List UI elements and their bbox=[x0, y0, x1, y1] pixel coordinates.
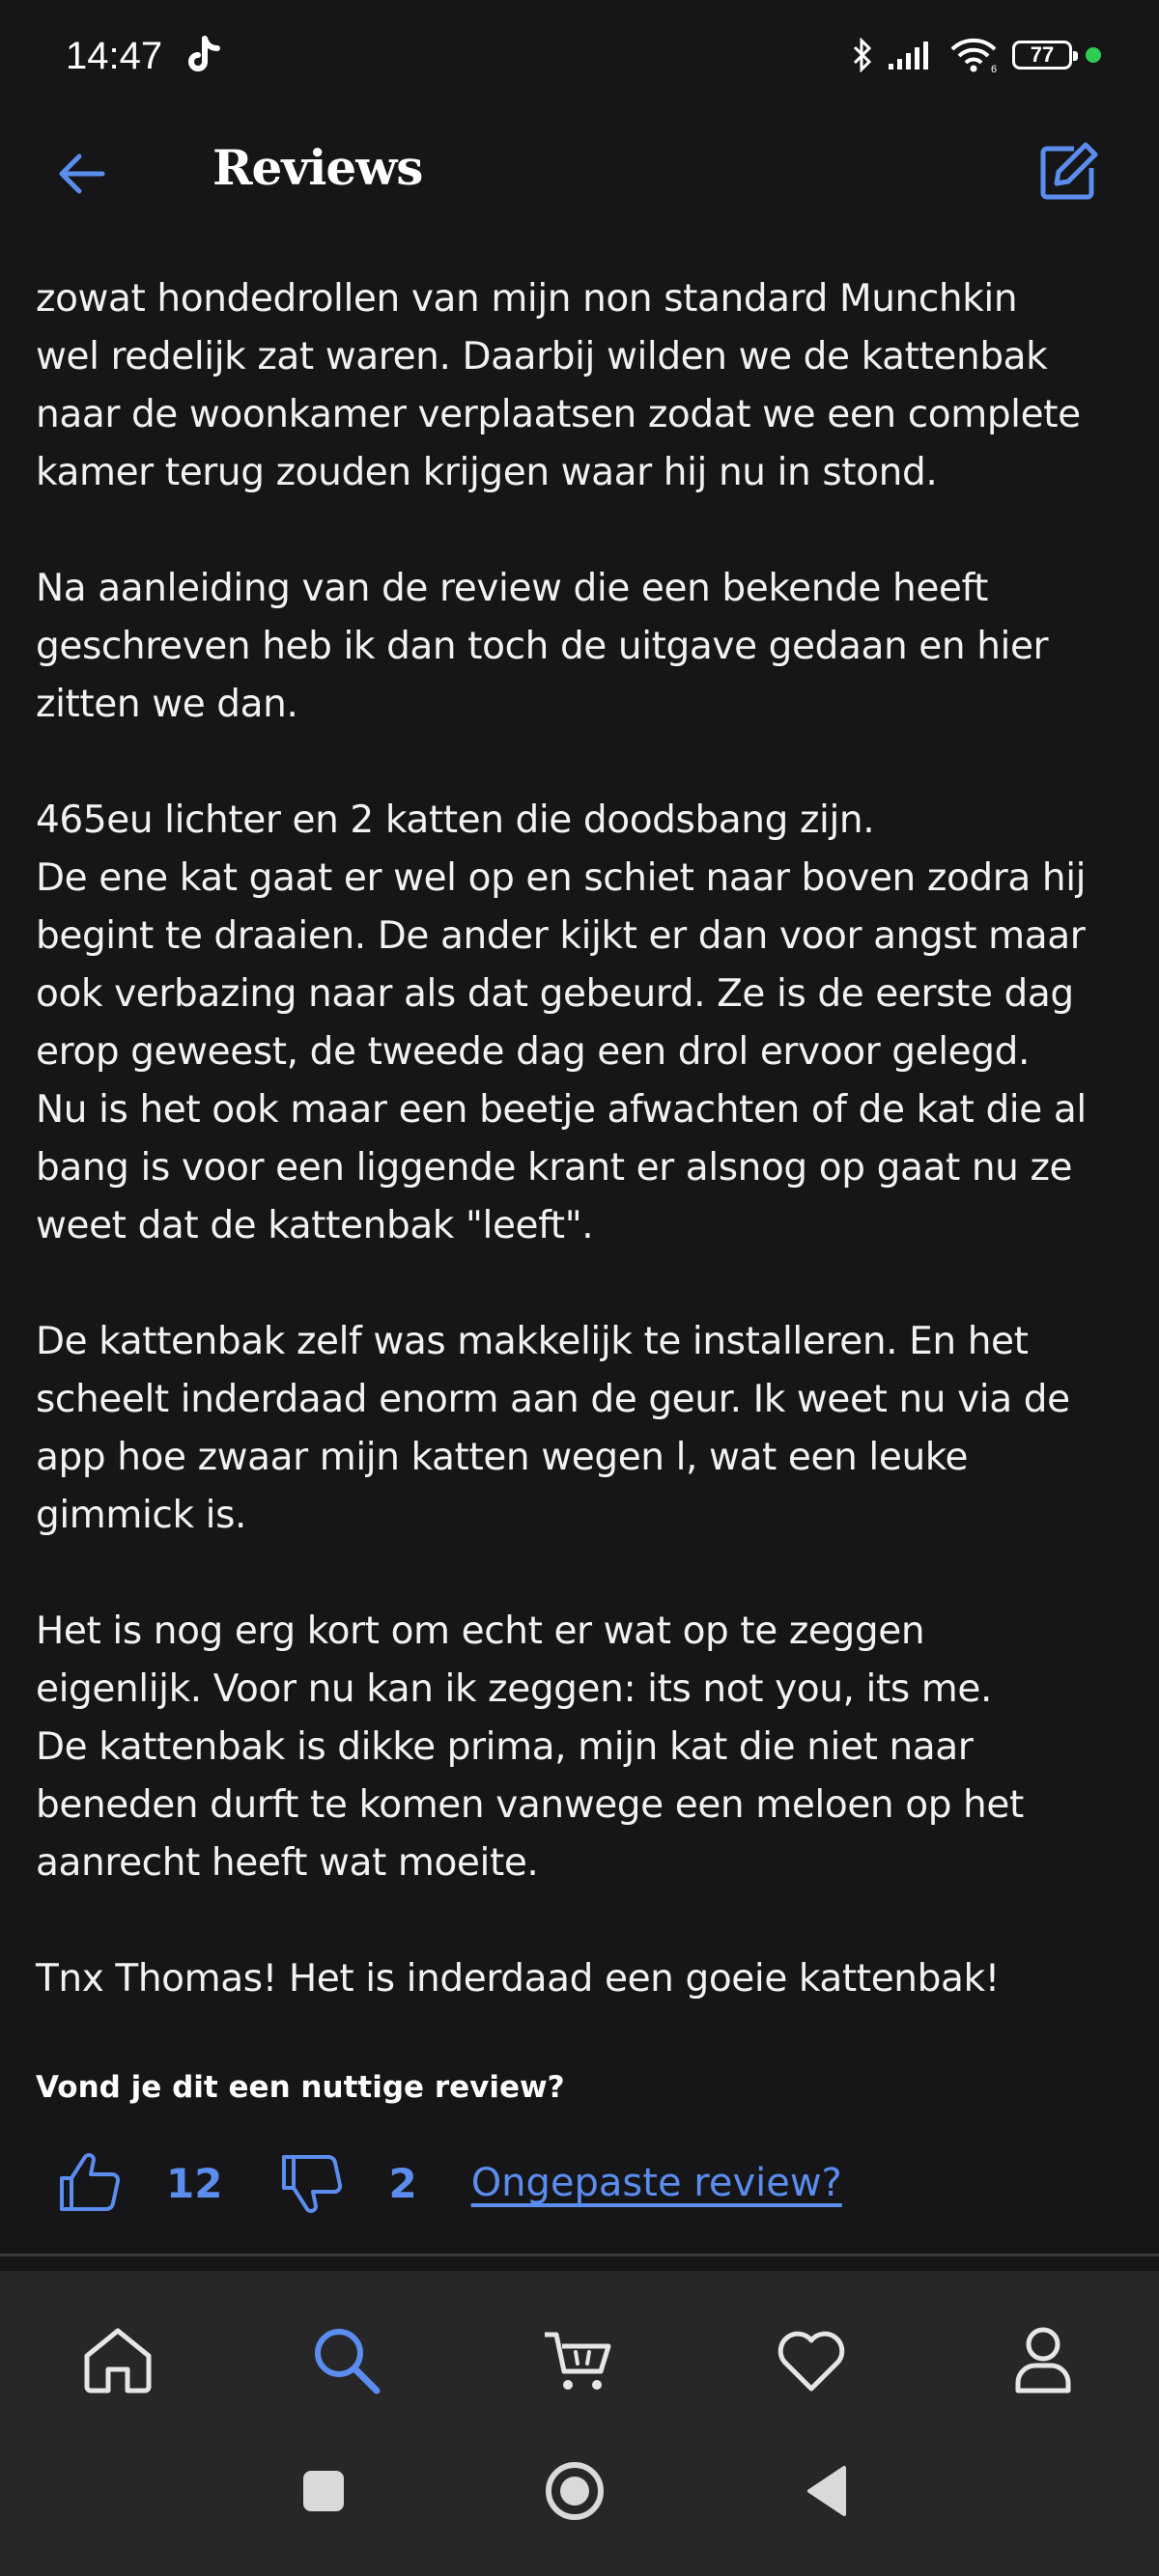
search-icon[interactable] bbox=[307, 2321, 384, 2398]
wifi-icon bbox=[948, 37, 999, 73]
signal-icon bbox=[887, 39, 935, 71]
thumbs-down-icon[interactable] bbox=[280, 2151, 344, 2215]
report-review-link[interactable]: Ongepaste review? bbox=[470, 2161, 842, 2205]
status-icons bbox=[852, 37, 1101, 73]
page-title: Reviews bbox=[212, 139, 423, 196]
home-circle-icon[interactable] bbox=[544, 2460, 606, 2522]
review-paragraph: zowat hondedrollen van mijn non standard Munchkin wel redelijk zat waren. Daarbij wilden we de kattenbak naar de woonkamer verplaatsen zodat we een complete kamer terug zouden krijgen waar hij nu in stond. bbox=[36, 277, 1081, 494]
review-paragraph: Tnx Thomas! Het is inderdaad een goeie kattenbak! bbox=[36, 1957, 1000, 2001]
back-arrow-icon[interactable] bbox=[50, 143, 112, 205]
status-time: 14:47 bbox=[66, 35, 163, 77]
review-paragraph: Het is nog erg kort om echt er wat op te zeggen eigenlijk. Voor nu kan ik zeggen: its not you, its me. De kattenbak is dikke prima, mijn kat die niet naar beneden durft te komen vanwege een meloen op het aanrecht heeft wat moeite. bbox=[36, 1610, 1024, 1885]
status-bar bbox=[0, 0, 1159, 116]
tiktok-icon bbox=[184, 35, 222, 77]
active-dot-icon bbox=[1086, 47, 1101, 63]
bluetooth-icon bbox=[852, 38, 873, 72]
helpful-count: 12 bbox=[166, 2159, 223, 2207]
bottom-nav bbox=[0, 2271, 1159, 2576]
review-paragraph: Na aanleiding van de review die een bekende heeft geschreven heb ik dan toch de uitgave gedaan en hier zitten we dan. bbox=[36, 567, 1049, 726]
not-helpful-count: 2 bbox=[388, 2159, 417, 2207]
home-icon[interactable] bbox=[79, 2321, 156, 2398]
divider bbox=[0, 2254, 1159, 2256]
review-paragraph: De kattenbak zelf was makkelijk te installeren. En het scheelt inderdaad enorm aan de geur. Ik weet nu via de app hoe zwaar mijn katten wegen l, wat een leuke gimmick is. bbox=[36, 1320, 1070, 1537]
battery-icon: 77 bbox=[1012, 41, 1072, 70]
heart-icon[interactable] bbox=[773, 2321, 850, 2398]
feedback-row bbox=[58, 2149, 842, 2217]
cart-icon[interactable] bbox=[541, 2321, 618, 2398]
recents-square-icon[interactable] bbox=[301, 2469, 346, 2513]
helpful-question: Vond je dit een nuttige review? bbox=[36, 2070, 565, 2105]
svg-text:6: 6 bbox=[991, 64, 998, 73]
user-icon[interactable] bbox=[1004, 2321, 1082, 2398]
thumbs-up-icon[interactable] bbox=[58, 2151, 122, 2215]
review-paragraph: 465eu lichter en 2 katten die doodsbang zijn. De ene kat gaat er wel op en schiet naar boven zodra hij begint te draaien. De ander kijkt er dan voor angst maar ook verbazing naar als dat gebeurd. Ze is de eerste dag erop geweest, de tweede dag een drol ervoor gelegd. Nu is het ook maar een beetje afwachten of de kat die al bang is voor een liggende krant er alsnog op gaat nu ze weet dat de kattenbak "leeft". bbox=[36, 798, 1087, 1247]
app-header bbox=[0, 126, 1159, 222]
review-text bbox=[36, 270, 1127, 2008]
back-triangle-icon[interactable] bbox=[806, 2464, 848, 2518]
edit-icon[interactable] bbox=[1035, 139, 1101, 205]
